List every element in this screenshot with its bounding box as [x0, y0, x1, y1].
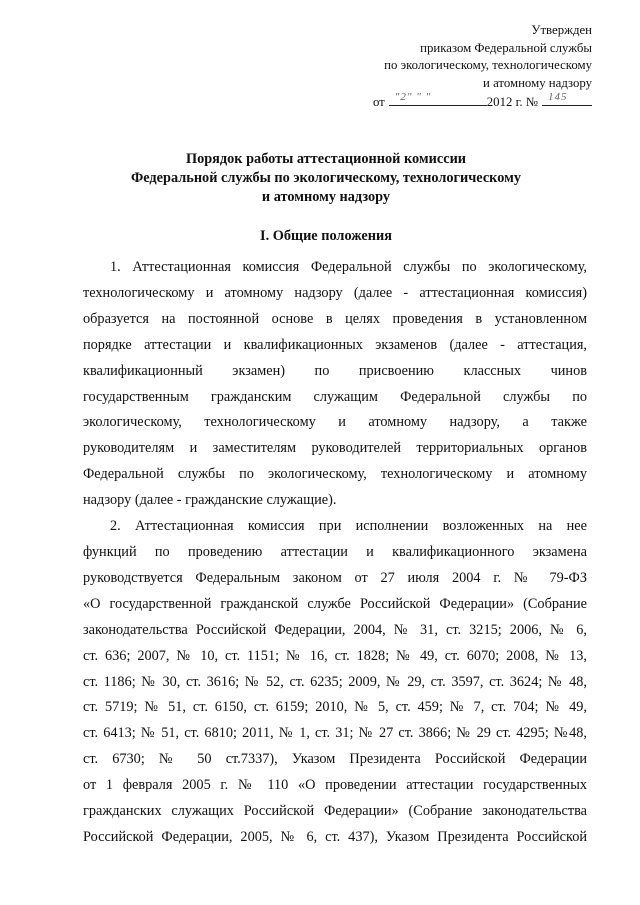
body-line: ст. 636; 2007, № 10, ст. 1151; № 16, ст. 1828; № 49, ст. 6070; 2008, № 13, — [83, 647, 587, 664]
body-line: ст. 6413; № 51, ст. 6810; 2011, № 1, ст. 31; № 27 ст. 3866; № 29 ст. 4295; №48, — [83, 725, 587, 742]
body-line: Федеральной службы по экологическому, технологическому и атомному — [83, 466, 587, 483]
approval-block — [373, 22, 592, 112]
approval-number-field — [542, 92, 592, 106]
body-line: квалификационный экзамен) по присвоению классных чинов — [83, 362, 587, 379]
body-line: ст. 6730; № 50 ст.7337), Указом Президента Российской Федерации — [83, 751, 587, 768]
body-line: от 1 февраля 2005 г. № 110 «О проведении аттестации государственных — [83, 777, 587, 794]
body-line: 2. Аттестационная комиссия при исполнении возложенных на нее — [110, 518, 587, 535]
approval-date-field — [389, 92, 487, 106]
body-line: надзору (далее - гражданские служащие). — [83, 492, 337, 509]
body-line: ст. 1186; № 30, ст. 3616; № 52, ст. 6235; 2009, № 29, ст. 3597, ст. 3624; № 48, — [83, 673, 587, 690]
body-line: законодательства Российской Федерации, 2004, № 31, ст. 3215; 2006, № 6, — [83, 621, 587, 638]
body-line: 1. Аттестационная комиссия Федеральной службы по экологическому, — [110, 259, 587, 275]
body-line: ст. 5719; № 51, ст. 6150, ст. 6159; 2010, № 5, ст. 459; № 7, ст. 704; № 49, — [83, 699, 587, 716]
document-body — [83, 255, 587, 851]
approval-line-3: по экологическому, технологическому — [384, 58, 592, 72]
approval-year-text: 2012 г. № — [486, 95, 538, 109]
body-line: порядке аттестации и квалификационных экзаменов (далее - аттестация, — [83, 336, 587, 353]
body-line: образуется на постоянной основе в целях проведения в установленном — [83, 310, 587, 327]
body-line: функций по проведению аттестации и квалификационного экзамена — [83, 543, 587, 560]
section-heading: I. Общие положения — [260, 228, 392, 244]
approval-date-handwriting: "2" " " — [394, 91, 432, 103]
body-line: руководителям и заместителям руководителей территориальных органов — [83, 440, 587, 457]
document-title — [60, 150, 592, 207]
body-line: технологическому и атомному надзору (далее - аттестационная комиссия) — [83, 284, 587, 301]
body-line: экологическому, технологическому и атомному надзору, а также — [83, 414, 587, 431]
body-line: руководствуется Федеральным законом от 27 июля 2004 г. № 79-ФЗ — [83, 569, 587, 586]
body-line: Российской Федерации, 2005, № 6, ст. 437), Указом Президента Российской — [83, 828, 587, 845]
body-line: гражданских служащих Российской Федерации» (Собрание законодательства — [83, 803, 587, 820]
title-line-3: и атомному надзору — [261, 189, 391, 205]
approval-number-handwriting: 145 — [548, 91, 568, 103]
title-line-1: Порядок работы аттестационной комиссии — [185, 151, 467, 167]
approval-line-2: приказом Федеральной службы — [420, 40, 592, 55]
title-line-2: Федеральной службы по экологическому, технологическому — [131, 170, 521, 186]
approval-from-prefix: от — [372, 95, 385, 109]
body-line: «О государственной гражданской службе Российской Федерации» (Собрание — [83, 595, 587, 612]
approval-line-1: Утвержден — [531, 23, 592, 37]
body-line: государственным гражданским служащим Федеральной службы по — [83, 388, 587, 405]
approval-line-4: и атомному надзору — [483, 75, 592, 90]
approval-date-line — [373, 92, 592, 112]
